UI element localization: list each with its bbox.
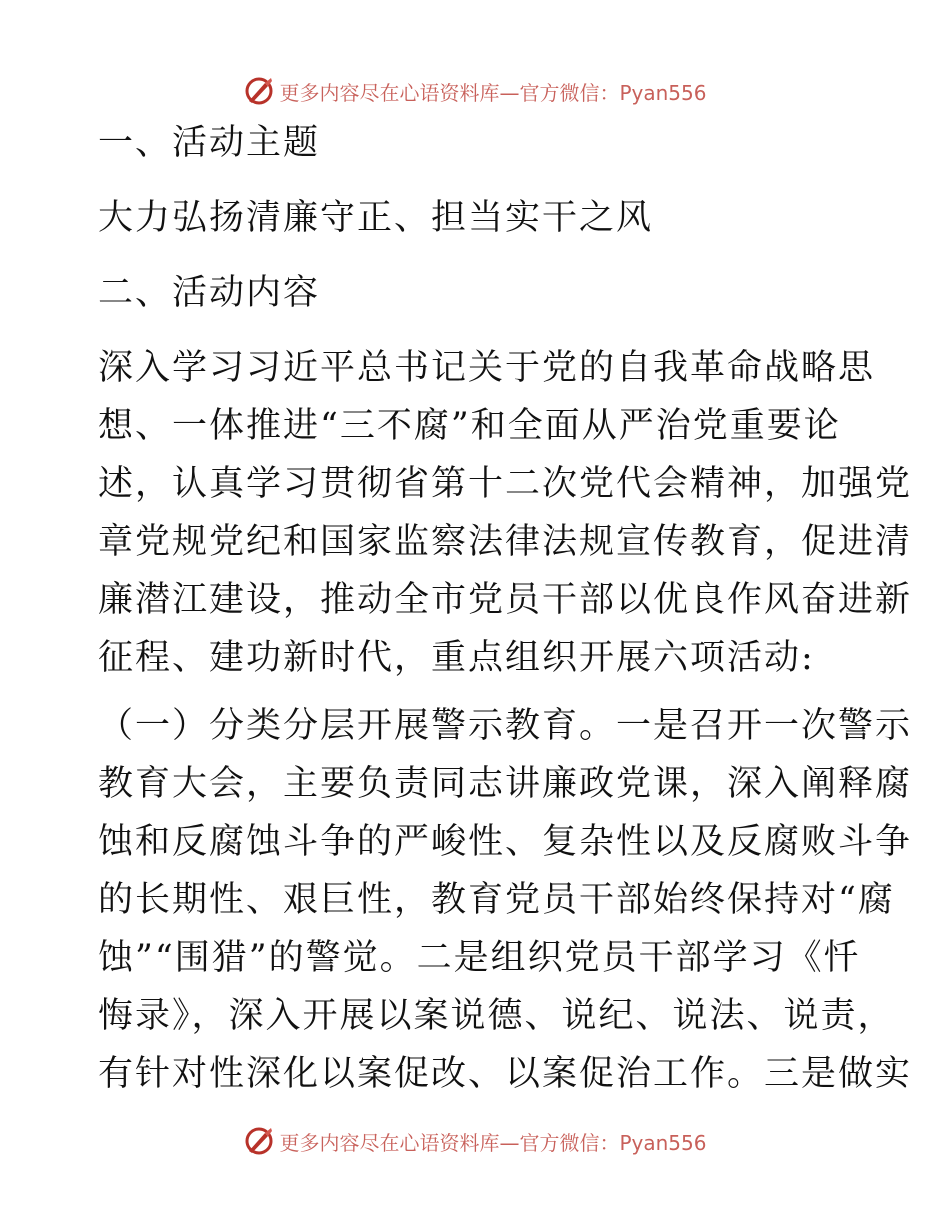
section-heading-theme: 一、活动主题: [98, 123, 321, 163]
paragraph-line: 蚀和反腐蚀斗争的严峻性、复杂性以及反腐败斗争: [98, 822, 913, 862]
paragraph-line: 廉潜江建设，推动全市党员干部以优良作风奋进新: [98, 580, 913, 620]
paragraph-line: （一）分类分层开展警示教育。一是召开一次警示: [98, 706, 913, 746]
quill-logo-icon: [243, 1125, 275, 1157]
paragraph-line: 述，认真学习贯彻省第十二次党代会精神，加强党: [98, 464, 913, 504]
header-watermark-banner: [0, 71, 950, 111]
paragraph-line: 的长期性、艰巨性，教育党员干部始终保持对“腐: [98, 880, 895, 920]
footer-watermark-banner: [0, 1121, 950, 1161]
theme-text: 大力弘扬清廉守正、担当实干之风: [98, 198, 654, 238]
paragraph-line: 深入学习习近平总书记关于党的自我革命战略思: [98, 348, 876, 388]
paragraph-line: 章党规党纪和国家监察法律法规宣传教育，促进清: [98, 522, 913, 562]
footer-banner-text: 更多内容尽在心语资料库—官方微信：Pyan556: [279, 1130, 707, 1155]
paragraph-line: 蚀”“围猎”的警觉。二是组织党员干部学习《忏: [98, 938, 861, 978]
paragraph-line: 征程、建功新时代，重点组织开展六项活动:: [98, 638, 815, 678]
section-heading-content: 二、活动内容: [98, 273, 321, 313]
paragraph-line: 想、一体推进“三不腐”和全面从严治党重要论: [98, 406, 841, 446]
header-banner-text: 更多内容尽在心语资料库—官方微信：Pyan556: [279, 80, 707, 105]
quill-logo-icon: [243, 75, 275, 107]
paragraph-line: 教育大会，主要负责同志讲廉政党课，深入阐释腐: [98, 764, 913, 804]
paragraph-line: 有针对性深化以案促改、以案促治工作。三是做实: [98, 1054, 913, 1094]
paragraph-line: 悔录》，深入开展以案说德、说纪、说法、说责，: [98, 996, 895, 1036]
